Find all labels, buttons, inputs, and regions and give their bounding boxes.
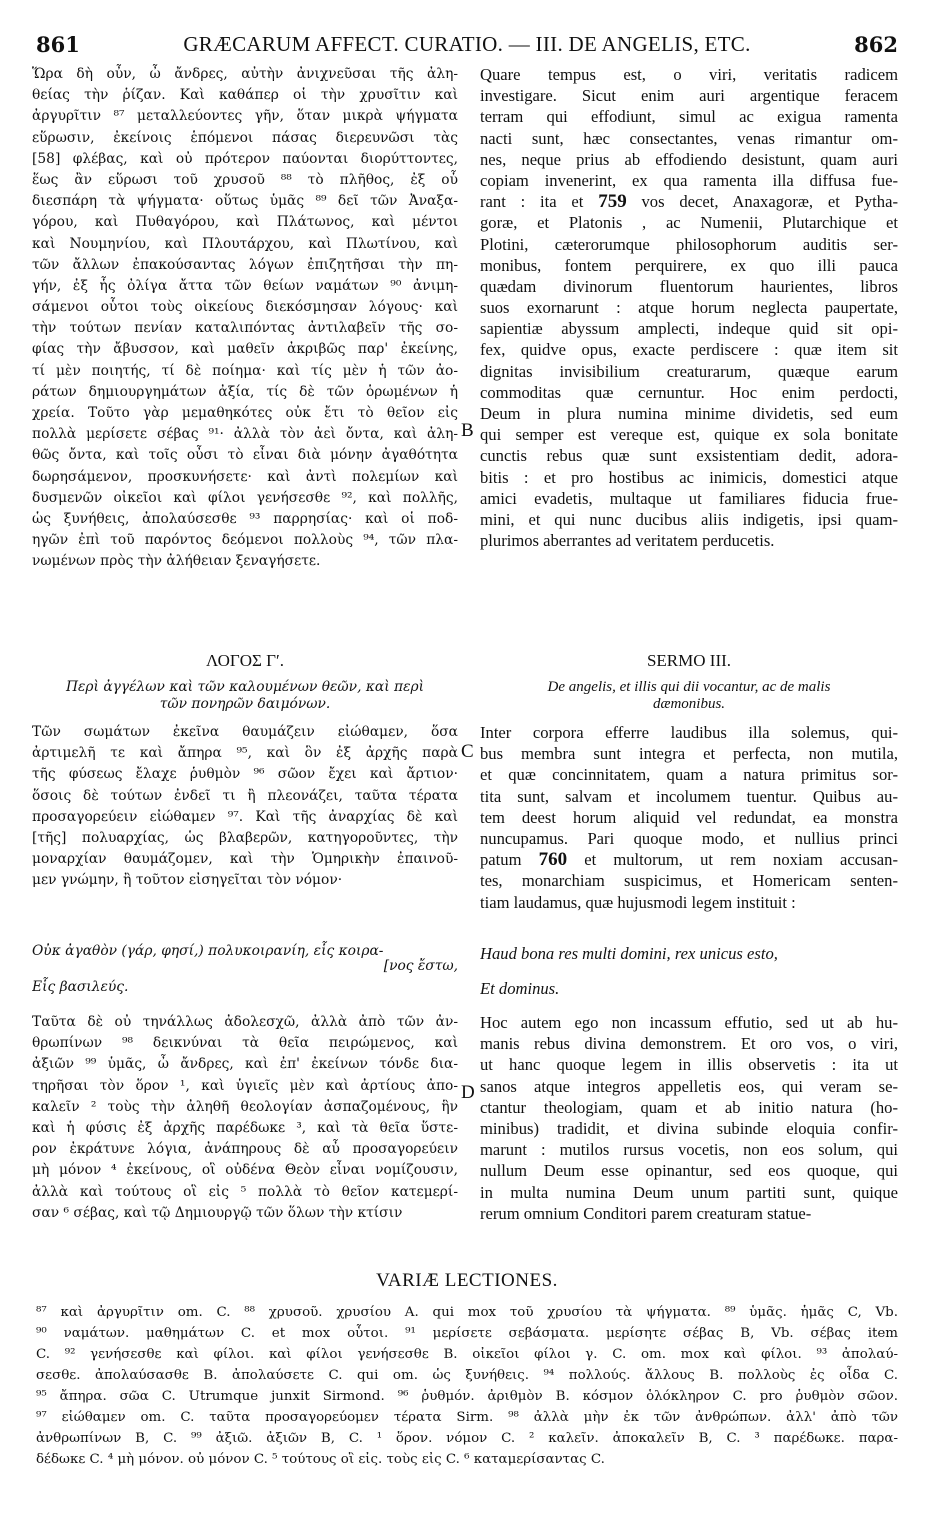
greek-line: Ταῦτα δὲ οὐ τηνάλλως ἀδολεσχῶ, ἀλλὰ ἀπὸ τῶν ἀν- [32, 1014, 458, 1030]
latin-line: nullum Deum esse opinantur, sed eos quoque, qui [480, 1161, 898, 1181]
greek-line: τηρῆσαι τὸν ὅρον ¹, καὶ ὑγιεῖς μὲν καὶ ἀρτίους ἀπο- [32, 1077, 458, 1094]
latin-line: investigare. Sicut enim auri argentique feracem [480, 86, 898, 106]
greek-line: τῆς φύσεως ἔλαχε ῥυθμὸν ⁹⁶ σῶον ἔχει καὶ ἄρτιον· [32, 766, 458, 783]
greek-line: ἀλλὰ καὶ τούτους οἳ εἰς ⁵ πολλὰ τὸ θεῖον κατεμερί- [32, 1183, 458, 1200]
greek-line: καλεῖν ² τοὺς τὴν ἀληθῆ θεολογίαν ἀσπαζομένους, ἣν [32, 1098, 458, 1115]
greek-line: νωμένων πρὸς τὴν ἀλήθειαν ξεναγήσετε. [32, 553, 321, 570]
latin-line: patum 760 et multorum, ut rem noxiam accusan- [480, 849, 898, 871]
latin-line: qui semper est vereque est, quique ex sola bonitate [480, 425, 898, 445]
latin-verse [480, 943, 898, 999]
latin-line: nacti sunt, hæc consectantes, venas rimantur om- [480, 128, 898, 148]
greek-line: γήν, ἐξ ἧς ὀλίγα ἄττα τῶν θείων ναμάτων ⁹⁰ ἀνιμη- [32, 277, 458, 294]
latin-line: tes, monarchiam suspicimus, et Homericam senten- [480, 871, 898, 891]
variant-note-line: ⁸⁷ καὶ ἀργυρῖτιν om. C. ⁸⁸ χρυσοῦ. χρυσίου A. qui mox τοῦ χρυσίου τὰ ψήγματα. ⁸⁹ ὑμᾶς. ἡμᾶς C, Vb. [36, 1305, 898, 1320]
latin-line: cunctis rebus quæ sunt exsistentiam dedit, adora- [480, 446, 898, 466]
latin-line: Quare tempus est, o viri, veritatis radicem [480, 65, 898, 84]
latin-verse-line: Haud bona res multi domini, rex unicus esto, [480, 944, 778, 963]
greek-line: σάμενοι οὗτοι τοὺς οἰκείους διεκόσμησαν λόγους· καὶ [32, 299, 458, 316]
latin-subtitle-line: De angelis, et illis qui dii vocantur, ac de malis [547, 679, 831, 695]
greek-line: Ὥρα δὴ οὖν, ὦ ἄνδρες, αὐτὴν ἀνιχνεῦσαι τῆς ἀλη- [32, 66, 458, 82]
greek-line: ὅσοις δὲ τούτων ἐνδεῖ τι ἢ πλεονάζει, ταῦτα τέρατα [32, 787, 458, 804]
greek-line: προσαγορεύειν εἰώθαμεν ⁹⁷. Καὶ τῆς ἀναρχίας δὲ καὶ [32, 808, 458, 825]
greek-line: διεσπάρη τὰ ψήγματα· οὕτως ὑμᾶς ⁸⁹ δεῖ τῶν Ἀναξα- [32, 193, 458, 210]
latin-line: marunt : mutilos rursus vocetis, non eos solum, qui [480, 1140, 898, 1160]
variae-lectiones-title: VARIÆ LECTIONES. [376, 1270, 558, 1291]
latin-line: Deum in plura numina minime dividetis, sed eum [480, 404, 898, 423]
greek-text-top [32, 64, 458, 573]
running-title: GRÆCARUM AFFECT. CURATIO. — III. DE ANGELIS, ETC. [183, 32, 751, 56]
greek-line: ἀρτιμελῆ τε καὶ ἄπηρα ⁹⁵, καὶ ὃν ἐξ ἀρχῆς παρὰ [32, 745, 458, 762]
greek-line: ἀξιῶν ⁹⁹ ὑμᾶς, ὦ ἄνδρες, καὶ ἐπ' ἐκείνων τόνδε δια- [32, 1056, 458, 1073]
latin-section-heading: SERMO III. [646, 651, 732, 670]
greek-line: ρον ἐκράτυνε λόγια, ἀνάπηρους δὲ αὖ προσαγορεύειν [32, 1141, 458, 1158]
latin-line: mini, et qui nunc ducibus aliis indigetis, ipsi quam- [480, 509, 898, 529]
latin-line: Hoc autem ego non incassum effutio, sed ut ab hu- [480, 1013, 898, 1032]
latin-text-mid [480, 722, 898, 913]
page-number-left: 861 [36, 32, 80, 57]
variae-lectiones-notes [36, 1302, 898, 1470]
latin-line: nes, neque prius ab effodiendo desistunt, quam auri [480, 149, 898, 169]
greek-section-heading: ΛΟΓΟΣ Γʹ. [206, 651, 284, 670]
latin-section-subtitle [480, 677, 898, 715]
greek-line: καὶ Νουμηνίου, καὶ Πλουτάρχου, καὶ Πλωτίνου, καὶ [32, 235, 458, 252]
greek-line: σαν ⁶ σέβας, καὶ τῷ Δημιουργῷ τῶν ὅλων τὴν κτίσιν [32, 1204, 403, 1221]
page-number-right: 862 [854, 32, 898, 57]
greek-line: [τῆς] πολυαρχίας, ὡς βλαβερῶν, κατηγοροῦντες, τὴν [32, 829, 458, 846]
greek-subtitle-line: Περὶ ἀγγέλων καὶ τῶν καλουμένων θεῶν, καὶ περὶ [66, 679, 424, 695]
greek-line: γόρου, καὶ Πυθαγόρου, καὶ Πλάτωνος, καὶ μέντοι [32, 214, 458, 231]
variant-note-line: ⁹⁰ ναμάτων. μαθημάτων C. et mox οὗτοι. ⁹¹ μερίσετε σεβάσματα. μερίσητε σέβας B, Vb. σέβας item [36, 1326, 898, 1341]
latin-line: in multa numina Deum unum partiti sunt, quique [480, 1182, 898, 1202]
greek-line: ἕως ἂν εὕρωσι τοῦ χρυσοῦ ⁸⁸ τὸ πλῆθος, ἐξ οὗ [32, 171, 458, 188]
latin-line: quædam divinorum fluentorum haurientes, libros [480, 276, 898, 296]
greek-verse-line: Εἷς βασιλεύς. [32, 979, 129, 996]
variant-note-line: C. ⁹² γενήσεσθε καὶ φίλοι. καὶ φίλοι γενήσεσθε B. οἰκεῖοι φίλοι γ. C. om. mox καὶ φίλοι. ⁹³ ἀπολαύ- [36, 1347, 898, 1362]
variant-note-line: σεσθε. ἀπολαύσασθε B. ἀπολαύσετε C. qui om. ὡς ξυνήθεις. ⁹⁴ πολλούς. ἄλλους B. πολλοὺς ἐς οἶδα C. [36, 1368, 898, 1383]
greek-line: δυσμενῶν οἰκεῖοι καὶ φίλοι γενήσεσθε ⁹², καὶ πολλῆς, [32, 489, 458, 506]
running-header [36, 32, 898, 58]
latin-line: dignitas invisibilium creaturarum, quæque earum [480, 361, 898, 381]
greek-line: ἀργυρῖτιν ⁸⁷ μεταλλεύοντες γῆν, ὅταν μικρὰ ψήγματα [32, 108, 458, 125]
latin-verse-line: Et dominus. [480, 979, 560, 999]
latin-line: bitis : et pro hostibus ac inimicis, domestici atque [480, 467, 898, 487]
latin-line: ut hanc quoque legem in illis observetis : ita ut [480, 1055, 898, 1075]
variant-note-line: ⁹⁵ ἄπηρα. σῶα C. Utrumque junxit Sirmond. ⁹⁶ ῥυθμόν. ἀριθμὸν B. κόσμον ὁλόκληρον C. pro ῥυθμὸν σῶον. [36, 1389, 898, 1404]
greek-line: ηγῶν ἐπὶ τοῦ παρόντος δεόμενοι πολλοὺς ⁹⁴, τῶν πλα- [32, 532, 458, 549]
greek-line: τί μὲν ποιητής, τί δὲ ποίημα· καὶ τίς μὲν ἡ τῶν ἀο- [32, 362, 458, 379]
latin-line: Plotini, cæterorumque philosophorum auditis ser- [480, 234, 898, 254]
greek-line: δωρησάμενον, προσκυνήσετε· καὶ ἀντὶ πολεμίων καὶ [32, 468, 458, 485]
latin-line: copiam invenerint, ex qua ramenta illa diffusa fue- [480, 170, 898, 190]
latin-line: et quæ concinnitatem, quam a natura primitus sor- [480, 765, 898, 785]
variant-note-line: ἀνθρωπίνων B, C. ⁹⁹ ἀξιῶ. ἀξιῶν B, C. ¹ ὅρον. νόμον C. ² καλεῖν. ἀποκαλεῖν B, C. ³ παρέδωκε. παρα- [36, 1431, 898, 1446]
latin-subtitle-line: dæmonibus. [652, 696, 726, 713]
latin-line: fex, quidve opus, exacte perdiscere : quæ item sit [480, 340, 898, 360]
latin-line: rant : ita et 759 vos decet, Anaxagoræ, et Pytha- [480, 191, 898, 213]
greek-line: εὕρωσιν, ἐκείνοις ἑπόμενοι πάσας διερευνῶσι τὰς [32, 129, 458, 146]
greek-line: ράτων δημιουργημάτων ἀξία, τίς δὲ τῶν ὁρωμένων ἡ [32, 383, 458, 400]
greek-line: θείας τὴν ῥίζαν. Καὶ καθάπερ οἱ τὴν χρυσῖτιν καὶ [32, 87, 458, 104]
latin-line: tem deest horum aliquid vel redundat, ea monstra [480, 807, 898, 827]
latin-line: commoditas quæ cernuntur. Hoc enim perdocti, [480, 382, 898, 402]
latin-line: bus membra sunt integra et perfecta, non mutila, [480, 744, 898, 764]
latin-line: Inter corpora efferre laudibus illa solemus, qui- [480, 723, 898, 742]
latin-line: tita sunt, salvam et incolumem tuentur. Quibus au- [480, 786, 898, 806]
variant-note-line: δέδωκε C. ⁴ μὴ μόνον. οὐ μόνον C. ⁵ τούτους οἳ εἰς. τοὺς εἰς C. ⁶ καταμερίσαντας C. [36, 1452, 605, 1467]
latin-line: amici evadetis, multaque ut familiares fiducia frue- [480, 488, 898, 508]
greek-section-subtitle [32, 677, 458, 715]
greek-line: τῶν ἄλλων ἐπακούσαντας λόγων ἐπιζητῆσαι τὴν πη- [32, 256, 458, 273]
greek-line: φίας τὴν ἄβυσσον, καὶ μαθεῖν ἀκριβῶς παρ' ἐκείνης, [32, 341, 458, 358]
latin-line: sanos atque integros appelletis eos, qui veram se- [480, 1076, 898, 1096]
latin-line: rerum omnium Conditori parem creaturam statue- [480, 1203, 812, 1223]
greek-line: μοναρχίαν θαυμάζομεν, καὶ τὴν Ὁμηρικὴν ἐπαινοῦ- [32, 851, 458, 868]
latin-line: manis rebus divina demonstrem. Et oro vos, o viri, [480, 1034, 898, 1054]
greek-line: καὶ ἡ φύσις ἐξ ἀρχῆς παρέδωκε ³, καὶ τὰ θεῖα ὕστε- [32, 1119, 458, 1136]
greek-text-bottom [32, 1012, 458, 1224]
latin-line: tiam laudamus, quæ hujusmodi legem instituit : [480, 892, 796, 912]
latin-text-top [480, 64, 898, 551]
greek-line: [58] φλέβας, καὶ οὐ πρότερον παύονται διορύττοντες, [32, 150, 458, 167]
latin-line: nuncupamus. Pari quoque modo, et nullius princi [480, 828, 898, 848]
margin-letter-c: C [461, 741, 474, 762]
margin-letter-d: D [461, 1082, 475, 1103]
greek-line: μὴ μόνον ⁴ ἐκείνους, οἳ οὐδένα Θεὸν εἶναι νομίζουσιν, [32, 1162, 458, 1179]
margin-letter-b: B [461, 420, 474, 441]
greek-line: θρωπίνων ⁹⁸ δεικνύναι τὰ θεῖα πειρώμενος, καὶ [32, 1035, 458, 1052]
greek-verse-line: Οὐκ ἀγαθὸν (γάρ, φησί,) πολυκοιρανίη, εἷς κοιρα- [32, 943, 384, 959]
greek-line: πολλὰ μερίσετε σέβας ⁹¹· ἀλλὰ τὸν ἀεὶ ὄντα, καὶ ἀλη- [32, 426, 458, 443]
latin-text-bottom [480, 1012, 898, 1224]
greek-line: χρεία. Τοῦτο γὰρ μεμαθηκότες οὐκ ἔτι τὸ θεῖον εἰς [32, 405, 458, 421]
greek-line: ὡς ξυνήθεις, ἀπολαύσεσθε ⁹³ παρρησίας· καὶ οἱ ποδ- [32, 510, 458, 527]
greek-line: μεν γνώμην, ἢ τοῦτον εἰσηγεῖται τὸν νόμον· [32, 872, 343, 889]
greek-verse-line: [νος ἔστω, [383, 958, 458, 975]
latin-line: minibus) tradidit, et divina subinde eloquia confir- [480, 1118, 898, 1138]
latin-line: suos exornarunt : atque horum neglecta paupertate, [480, 298, 898, 318]
variant-note-line: ⁹⁷ εἰώθαμεν om. C. ταῦτα προσαγορεύομεν τέρατα Sirm. ⁹⁸ ἀλλὰ μὴν ἐκ τῶν ἀνθρώπων. ἀλλ' ἀπὸ τῶν [36, 1410, 898, 1425]
latin-line: monibus, fontem perquirere, ex quo illi pauca [480, 255, 898, 275]
latin-line: ctantur theologiam, quam et ab initio natura (ho- [480, 1097, 898, 1117]
greek-verse [32, 941, 458, 999]
greek-line: τὴν τούτων πενίαν καταλιπόντας ἀντιλαβεῖν τῆς σο- [32, 320, 458, 337]
greek-line: θῶς ὄντα, καὶ τοῖς οὖσι τὸ εἶναι διὰ μόνην ἀγαθότητα [32, 447, 458, 464]
latin-line: plurimos aberrantes ad veritatem perducetis. [480, 531, 775, 551]
greek-line: Τῶν σωμάτων ἐκεῖνα θαυμάζειν εἰώθαμεν, ὅσα [32, 724, 458, 740]
greek-subtitle-line: τῶν πονηρῶν δαιμόνων. [159, 696, 331, 713]
latin-line: sapientiæ abyssum amplecti, indeque quid sit opi- [480, 319, 898, 339]
latin-line: terram qui effodiunt, simul ac exigua ramenta [480, 107, 898, 127]
latin-line: goræ, et Platonis , ac Numenii, Plutarchique et [480, 213, 898, 233]
greek-text-mid [32, 722, 458, 892]
